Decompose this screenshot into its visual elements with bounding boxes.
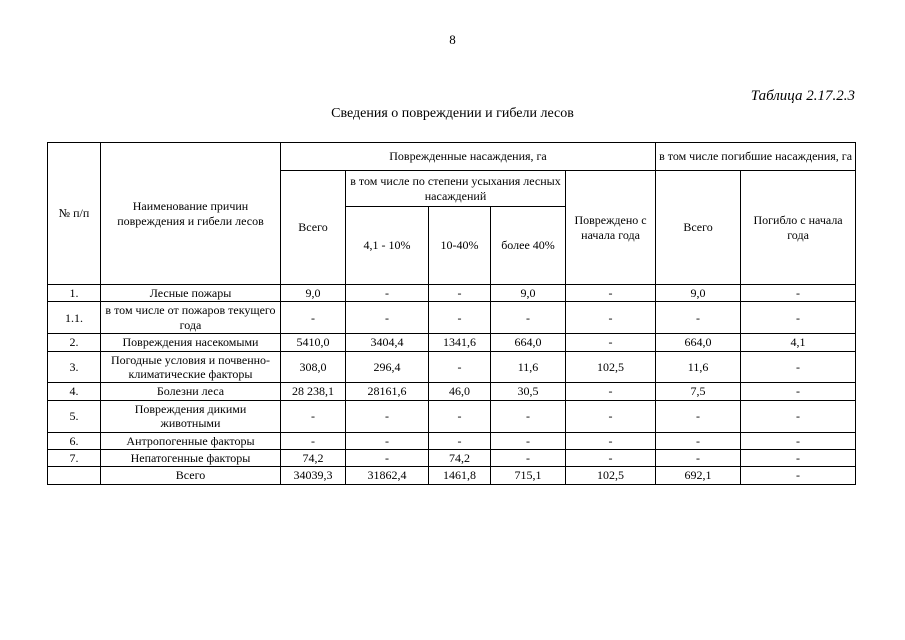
- table-row: [48, 351, 856, 383]
- value-cell: 9,0: [491, 285, 566, 302]
- header-dead-since-start: Погибло с начала года: [741, 171, 856, 285]
- table-row: [48, 302, 856, 334]
- value-cell: -: [566, 449, 656, 466]
- value-cell: -: [741, 383, 856, 400]
- row-number-cell: [48, 467, 101, 484]
- value-cell: -: [281, 432, 346, 449]
- value-cell: -: [491, 432, 566, 449]
- row-number-cell: 1.: [48, 285, 101, 302]
- cause-cell: Погодные условия и почвенно-климатические факторы: [101, 351, 281, 383]
- row-number-cell: 4.: [48, 383, 101, 400]
- header-pct-10-40: 10-40%: [429, 207, 491, 285]
- value-cell: -: [346, 285, 429, 302]
- value-cell: -: [566, 334, 656, 351]
- value-cell: -: [491, 449, 566, 466]
- value-cell: 74,2: [281, 449, 346, 466]
- value-cell: 28 238,1: [281, 383, 346, 400]
- value-cell: -: [491, 302, 566, 334]
- value-cell: -: [656, 449, 741, 466]
- value-cell: -: [741, 449, 856, 466]
- value-cell: 4,1: [741, 334, 856, 351]
- value-cell: -: [491, 400, 566, 432]
- value-cell: 102,5: [566, 467, 656, 484]
- value-cell: 664,0: [491, 334, 566, 351]
- value-cell: 30,5: [491, 383, 566, 400]
- header-dead-group: в том числе погибшие насаждения, га: [656, 143, 856, 171]
- value-cell: -: [741, 400, 856, 432]
- cause-cell: Антропогенные факторы: [101, 432, 281, 449]
- value-cell: -: [281, 302, 346, 334]
- value-cell: -: [741, 432, 856, 449]
- value-cell: -: [346, 400, 429, 432]
- value-cell: 31862,4: [346, 467, 429, 484]
- cause-cell: Непатогенные факторы: [101, 449, 281, 466]
- row-number-cell: 7.: [48, 449, 101, 466]
- value-cell: 11,6: [491, 351, 566, 383]
- value-cell: 3404,4: [346, 334, 429, 351]
- header-damaged-since-start: Повреждено с начала года: [566, 171, 656, 285]
- table-row: [48, 449, 856, 466]
- page-number: 8: [449, 32, 456, 47]
- table-row: [48, 432, 856, 449]
- value-cell: -: [429, 302, 491, 334]
- value-cell: 102,5: [566, 351, 656, 383]
- value-cell: -: [429, 285, 491, 302]
- header-pct-4-10: 4,1 - 10%: [346, 207, 429, 285]
- value-cell: -: [566, 383, 656, 400]
- value-cell: 34039,3: [281, 467, 346, 484]
- value-cell: 296,4: [346, 351, 429, 383]
- cause-cell: Лесные пожары: [101, 285, 281, 302]
- value-cell: 9,0: [656, 285, 741, 302]
- value-cell: 7,5: [656, 383, 741, 400]
- value-cell: 11,6: [656, 351, 741, 383]
- value-cell: -: [346, 432, 429, 449]
- value-cell: 9,0: [281, 285, 346, 302]
- value-cell: 28161,6: [346, 383, 429, 400]
- table-row-total: [48, 467, 856, 484]
- value-cell: -: [281, 400, 346, 432]
- header-damaged-group: Поврежденные насаждения, га: [281, 143, 656, 171]
- value-cell: -: [566, 302, 656, 334]
- value-cell: -: [741, 351, 856, 383]
- cause-cell: Повреждения насекомыми: [101, 334, 281, 351]
- value-cell: -: [346, 449, 429, 466]
- value-cell: -: [656, 302, 741, 334]
- value-cell: -: [741, 302, 856, 334]
- header-total-damaged: Всего: [281, 171, 346, 285]
- table-caption-label: Таблица 2.17.2.3: [750, 88, 855, 104]
- document-title: Сведения о повреждении и гибели лесов: [331, 106, 574, 121]
- cause-cell: в том числе от пожаров текущего года: [101, 302, 281, 334]
- header-num: № п/п: [48, 143, 101, 285]
- cause-cell: Болезни леса: [101, 383, 281, 400]
- value-cell: 308,0: [281, 351, 346, 383]
- value-cell: -: [346, 302, 429, 334]
- table-header: [48, 143, 856, 285]
- cause-cell: Всего: [101, 467, 281, 484]
- header-row-1: [48, 143, 856, 171]
- header-total-dead: Всего: [656, 171, 741, 285]
- row-number-cell: 2.: [48, 334, 101, 351]
- row-number-cell: 5.: [48, 400, 101, 432]
- row-number-cell: 3.: [48, 351, 101, 383]
- table-row: [48, 383, 856, 400]
- value-cell: -: [741, 467, 856, 484]
- value-cell: -: [566, 285, 656, 302]
- table-row: [48, 334, 856, 351]
- value-cell: 715,1: [491, 467, 566, 484]
- value-cell: 46,0: [429, 383, 491, 400]
- value-cell: -: [566, 400, 656, 432]
- table-row: [48, 400, 856, 432]
- value-cell: 664,0: [656, 334, 741, 351]
- value-cell: -: [429, 400, 491, 432]
- row-number-cell: 6.: [48, 432, 101, 449]
- header-dryness-group: в том числе по степени усыхания лесных насаждений: [346, 171, 566, 207]
- value-cell: 1341,6: [429, 334, 491, 351]
- header-pct-over-40: более 40%: [491, 207, 566, 285]
- value-cell: -: [656, 400, 741, 432]
- table-row: [48, 285, 856, 302]
- value-cell: -: [566, 432, 656, 449]
- value-cell: 74,2: [429, 449, 491, 466]
- value-cell: 692,1: [656, 467, 741, 484]
- value-cell: 5410,0: [281, 334, 346, 351]
- value-cell: 1461,8: [429, 467, 491, 484]
- header-cause: Наименование причин повреждения и гибели лесов: [101, 143, 281, 285]
- value-cell: -: [429, 351, 491, 383]
- table-body: [48, 285, 856, 485]
- value-cell: -: [741, 285, 856, 302]
- row-number-cell: 1.1.: [48, 302, 101, 334]
- forest-damage-table: [47, 142, 856, 485]
- cause-cell: Повреждения дикими животными: [101, 400, 281, 432]
- value-cell: -: [656, 432, 741, 449]
- value-cell: -: [429, 432, 491, 449]
